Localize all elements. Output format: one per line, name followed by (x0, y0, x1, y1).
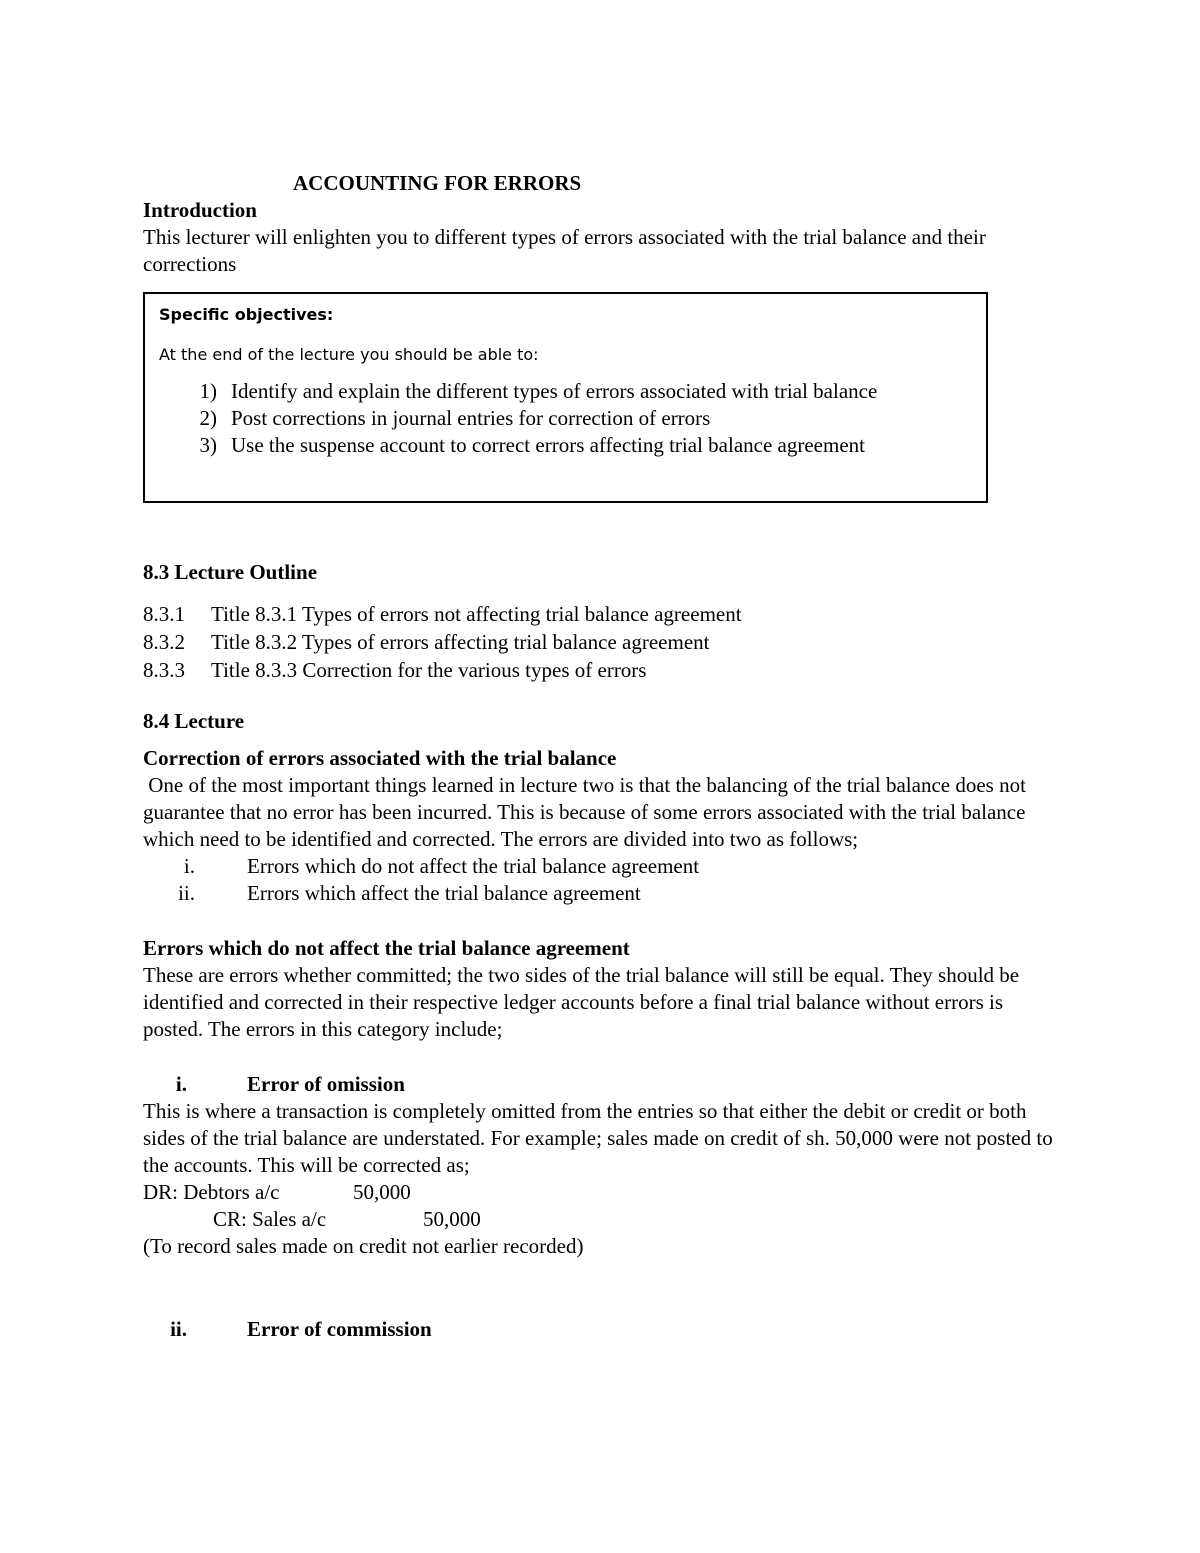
outline-item (143, 628, 1063, 656)
objectives-list (159, 378, 972, 459)
journal-narration: (To record sales made on credit not earlier recorded) (143, 1234, 584, 1258)
outline-text: Title 8.3.1 Types of errors not affecting trial balance agreement (211, 602, 742, 626)
document-title: ACCOUNTING FOR ERRORS (293, 171, 582, 195)
outline-text: Title 8.3.2 Types of errors affecting trial balance agreement (211, 630, 710, 654)
outline-number: 8.3.2 (143, 630, 185, 654)
commission-number: ii. (170, 1317, 187, 1341)
debit-amount: 50,000 (353, 1180, 411, 1204)
debit-account: DR: Debtors a/c (143, 1180, 280, 1204)
objective-number: 2) (199, 406, 217, 430)
omission-number: i. (175, 1072, 187, 1096)
objective-text: Use the suspense account to correct errors affecting trial balance agreement (231, 433, 865, 457)
objective-text: Post corrections in journal entries for correction of errors (231, 406, 711, 430)
error-types-list (143, 853, 1063, 907)
error-type-item (143, 880, 1063, 907)
objective-number: 1) (199, 379, 217, 403)
outline-text: Title 8.3.3 Correction for the various types of errors (211, 658, 647, 682)
objective-text: Identify and explain the different types of errors associated with trial balance (231, 379, 878, 403)
journal-entry-credit (143, 1206, 1063, 1233)
introduction-heading: Introduction (143, 198, 257, 222)
omission-paragraph: This is where a transaction is completely omitted from the entries so that either the debit or credit or both sides of the trial balance are understated. For example; sales made on credit of sh. 50,000 were not posted to the accounts. This will be corrected as; (143, 1099, 1053, 1177)
lecture-paragraph: One of the most important things learned in lecture two is that the balancing of the trial balance does not guarantee that no error has been incurred. This is because of some errors associated with the trial balance which need to be identified and corrected. The errors are divided into two as follows; (143, 773, 1032, 851)
correction-heading: Correction of errors associated with the trial balance (143, 746, 617, 770)
credit-account: CR: Sales a/c (213, 1207, 327, 1231)
outline-item (143, 656, 1063, 684)
error-type-number: ii. (178, 881, 195, 905)
error-type-number: i. (183, 854, 195, 878)
objectives-box (143, 292, 988, 503)
outline-heading: 8.3 Lecture Outline (143, 560, 318, 584)
outline-number: 8.3.3 (143, 658, 185, 682)
objectives-heading: Specific objectives: (159, 305, 334, 324)
document-page (143, 170, 1063, 1343)
omission-title: Error of omission (247, 1072, 405, 1096)
error-type-text: Errors which affect the trial balance agreement (247, 881, 641, 905)
commission-title: Error of commission (247, 1317, 432, 1341)
outline-number: 8.3.1 (143, 602, 185, 626)
not-affecting-paragraph: These are errors whether committed; the two sides of the trial balance will still be equal. They should be identified and corrected in their respective ledger accounts before a final trial balance without errors is posted. The errors in this category include; (143, 963, 1020, 1041)
not-affecting-heading: Errors which do not affect the trial balance agreement (143, 936, 630, 960)
outline-item (143, 600, 1063, 628)
outline-list (143, 600, 1063, 684)
objective-item (159, 378, 972, 405)
error-type-item (143, 853, 1063, 880)
objective-number: 3) (199, 433, 217, 457)
objectives-intro: At the end of the lecture you should be able to: (159, 345, 539, 364)
journal-entry-debit (143, 1179, 1063, 1206)
objective-item (159, 405, 972, 432)
credit-amount: 50,000 (423, 1207, 481, 1231)
omission-heading (143, 1071, 1063, 1098)
objective-item (159, 432, 972, 459)
lecture-heading: 8.4 Lecture (143, 709, 245, 733)
commission-heading (143, 1316, 1063, 1343)
introduction-text: This lecturer will enlighten you to different types of errors associated with the trial balance and their corrections (143, 225, 986, 276)
error-type-text: Errors which do not affect the trial balance agreement (247, 854, 700, 878)
